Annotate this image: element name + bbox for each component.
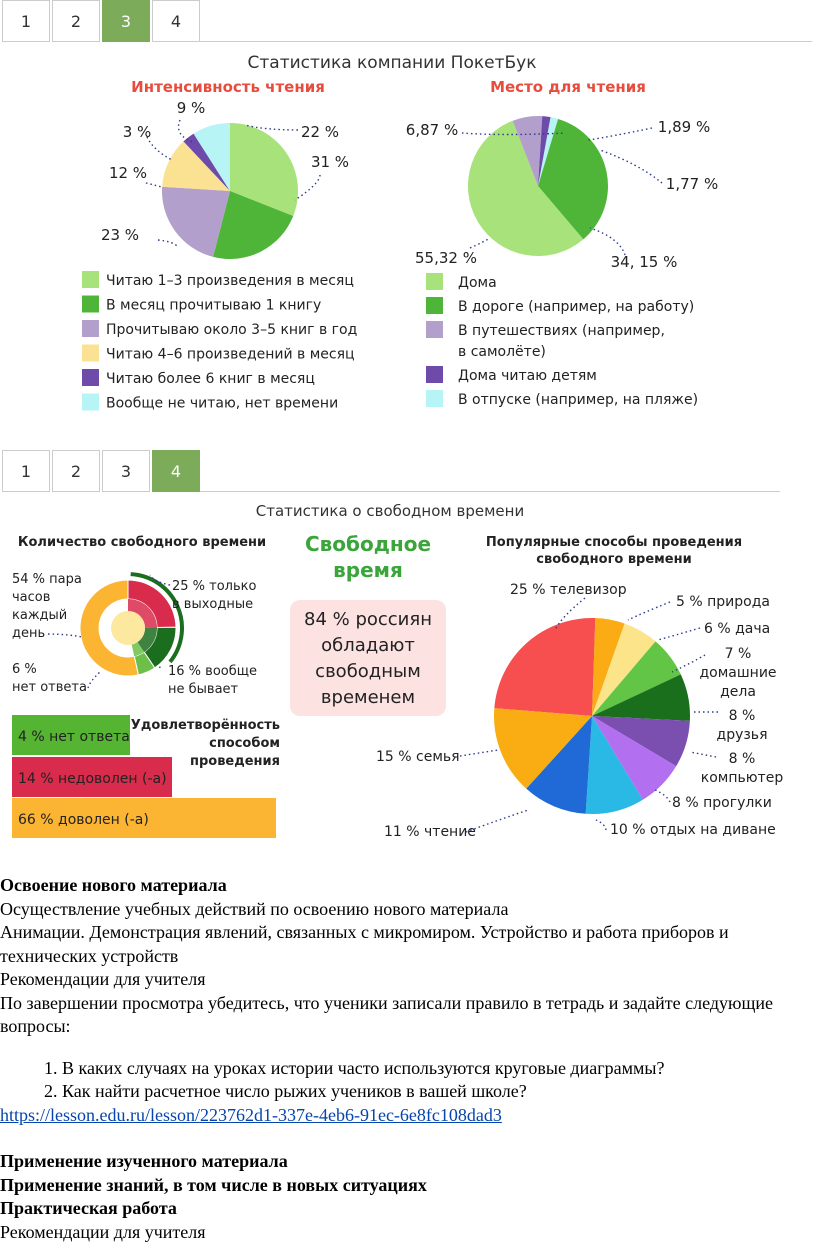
slice-label: 8 % прогулки <box>672 795 772 811</box>
legend-label: Вообще не читаю, нет времени <box>106 395 339 412</box>
tab-bar-1 <box>2 0 202 42</box>
satisfaction-title-line1: Удовлетворённость <box>130 718 280 733</box>
bar-label: 14 % недоволен (-а) <box>18 771 167 787</box>
slice-label: 6 % дача <box>704 621 771 637</box>
legend-label: В месяц прочитываю 1 книгу <box>106 297 322 314</box>
section-subtitle: Осуществление учебных действий по освоению нового материала <box>0 898 509 919</box>
chart2-title: Место для чтения <box>490 78 646 96</box>
section-title-new-material: Освоение нового материала <box>0 875 227 895</box>
tab-bar-2 <box>2 450 202 492</box>
tab-2[interactable]: 2 <box>52 450 100 492</box>
legend-label: В дороге (например, на работу) <box>458 299 695 315</box>
donut-label: каждый <box>12 608 68 623</box>
section-title-applied: Применение изученного материала <box>0 1151 288 1171</box>
leader-line <box>470 238 490 248</box>
satisfaction-bars <box>12 715 276 838</box>
legend-swatch <box>426 321 443 338</box>
tab-1[interactable]: 1 <box>2 450 50 492</box>
legend-swatch <box>82 394 99 411</box>
legend-swatch <box>82 320 99 337</box>
bar-label: 4 % нет ответа <box>18 729 130 745</box>
legend-label: Дома читаю детям <box>458 368 597 384</box>
donut-label: часов <box>12 590 51 605</box>
leader-line <box>628 602 670 620</box>
slice-label: 12 % <box>108 164 148 182</box>
slice-label: 8 % <box>728 708 756 724</box>
tab-4[interactable]: 4 <box>152 450 200 492</box>
leader-line <box>466 810 528 832</box>
slice-label: 1,77 % <box>665 175 719 193</box>
slice-label: 15 % семья <box>376 749 460 765</box>
satisfaction-title-line2: способом <box>209 736 280 751</box>
tab-3[interactable]: 3 <box>102 450 150 492</box>
leader-line <box>658 628 700 640</box>
chart5-title-line1: Популярные способы проведения <box>485 535 743 550</box>
tab-1[interactable]: 1 <box>2 0 50 42</box>
chart5-title-line2: свободного времени <box>536 552 692 567</box>
slice-label: друзья <box>716 727 768 743</box>
slice-label: 11 % чтение <box>384 824 476 840</box>
slice-label: 1,89 % <box>657 118 711 136</box>
question-item: 1. В каких случаях на уроках истории часто используются круговые диаграммы? <box>62 1057 812 1081</box>
teacher-recommendations: Рекомендации для учителя <box>0 969 206 989</box>
russians-box-line1: 84 % россиян <box>304 609 432 630</box>
legend-label: В отпуске (например, на пляже) <box>458 392 699 408</box>
legend-swatch <box>426 297 443 314</box>
teacher-recommendations-2: Рекомендации для учителя <box>0 1221 206 1242</box>
reading-stats-infographic <box>0 42 816 420</box>
leader-line <box>600 150 662 183</box>
panel1-title: Статистика компании ПокетБук <box>247 53 537 73</box>
reading-place-pie <box>406 116 718 271</box>
slice-label: 9 % <box>176 99 206 117</box>
reading-intensity-pie <box>101 99 349 259</box>
donut-label: не бывает <box>168 682 239 697</box>
leader-line <box>590 228 625 255</box>
slice-label: компьютер <box>700 770 784 786</box>
slice-label: 3 % <box>122 123 152 141</box>
russians-box-line3: свободным <box>315 661 421 682</box>
donut-label: день <box>12 626 46 641</box>
slice-label: дела <box>720 684 756 700</box>
satisfaction-title-line3: проведения <box>189 754 280 769</box>
slice-label: 25 % телевизор <box>510 582 627 598</box>
lesson-document <box>0 874 812 1244</box>
free-time-amount-donut <box>12 572 257 697</box>
tab-4[interactable]: 4 <box>152 0 200 42</box>
center-title-line2: время <box>333 558 403 582</box>
animations-line: Анимации. Демонстрация явлений, связанных с микромиром. Устройство и работа приборов и технических устройств <box>0 922 729 966</box>
pie-slice-телевизор <box>494 618 595 716</box>
donut-label: нет ответа <box>12 680 87 695</box>
leader-line <box>146 183 162 187</box>
slice-label: 8 % <box>728 751 756 767</box>
slice-label: 5 % природа <box>676 594 770 610</box>
legend-label: Читаю более 6 книг в месяц <box>106 371 315 387</box>
donut-label: 16 % вообще <box>168 664 257 679</box>
donut-label: 54 % пара <box>12 572 82 587</box>
legend-swatch <box>426 390 443 407</box>
donut-label: в выходные <box>172 597 254 612</box>
legend-swatch <box>426 366 443 383</box>
legend-label: В путешествиях (например, <box>458 323 665 339</box>
slice-label: 23 % <box>100 226 140 244</box>
donut-center <box>111 611 145 645</box>
slice-label: 22 % <box>300 123 340 141</box>
legend-swatch <box>82 345 99 362</box>
questions-list <box>0 1057 812 1104</box>
legend-label: Прочитываю около 3–5 книг в год <box>106 322 358 338</box>
legend-swatch <box>82 296 99 313</box>
chart1-title: Интенсивность чтения <box>131 78 325 96</box>
tab-3[interactable]: 3 <box>102 0 150 42</box>
slice-label: 55,32 % <box>415 249 477 267</box>
leader-line <box>690 752 716 757</box>
leader-line <box>158 240 178 247</box>
leader-line <box>655 790 670 802</box>
reading-place-legend <box>426 273 698 408</box>
slice-label: домашние <box>699 665 777 681</box>
russians-box-line4: временем <box>320 687 416 708</box>
legend-swatch <box>82 271 99 288</box>
legend-swatch <box>82 369 99 386</box>
panel2-title: Статистика о свободном времени <box>255 502 525 520</box>
donut-label: 6 % <box>12 662 37 677</box>
slice-label: 10 % отдых на диване <box>610 822 776 838</box>
leader-line <box>88 672 100 688</box>
legend-label: Читаю 4–6 произведений в месяц <box>106 346 355 363</box>
donut-label: 25 % только <box>172 579 257 594</box>
legend-swatch <box>426 273 443 290</box>
legend-label: Дома <box>458 275 497 291</box>
legend-label: в самолёте) <box>458 344 546 360</box>
reading-intensity-legend <box>82 271 357 412</box>
leader-line <box>48 634 82 637</box>
instruction-text: По завершении просмотра убедитесь, что ученики записали правило в тетрадь и задайте следующие вопросы: <box>0 992 773 1036</box>
tab-2[interactable]: 2 <box>52 0 100 42</box>
leader-line <box>596 820 606 830</box>
section-subtitle-applied: Применение знаний, в том числе в новых ситуациях <box>0 1174 427 1195</box>
center-title-line1: Свободное <box>304 532 432 556</box>
slice-label: 34, 15 % <box>610 253 678 271</box>
lesson-link[interactable]: https://lesson.edu.ru/lesson/223762d1-337e-4eb6-91ec-6e8fc108dad3 <box>0 1104 502 1125</box>
leader-line <box>588 128 652 140</box>
leader-line <box>460 750 498 756</box>
russians-box-line2: обладают <box>321 635 415 656</box>
chart3-title: Количество свободного времени <box>17 535 267 550</box>
leader-line <box>295 175 320 200</box>
legend-label: Читаю 1–3 произведения в месяц <box>106 273 354 289</box>
question-item: 2. Как найти расчетное число рыжих учеников в вашей школе? <box>62 1080 812 1104</box>
bar-label: 66 % доволен (-а) <box>18 812 149 828</box>
slice-label: 31 % <box>310 153 350 171</box>
slice-label: 6,87 % <box>405 121 459 139</box>
free-time-infographic <box>0 492 816 870</box>
slice-label: 7 % <box>724 646 752 662</box>
practical-work: Практическая работа <box>0 1198 177 1218</box>
